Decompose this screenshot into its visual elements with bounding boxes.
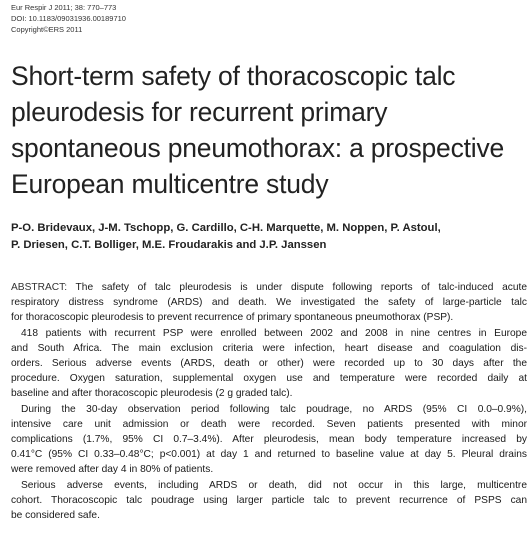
journal-doi: DOI: 10.1183/09031936.00189710 — [11, 14, 126, 23]
journal-citation: Eur Respir J 2011; 38: 770–773 — [11, 3, 117, 12]
abstract-paragraph-2 — [11, 326, 527, 402]
title-line: Short-term safety of thoracoscopic talc — [11, 61, 456, 91]
title-line: spontaneous pneumothorax: a prospective — [11, 133, 505, 163]
author-line: P. Driesen, C.T. Bolliger, M.E. Froudarakis and J.P. Janssen — [11, 239, 327, 251]
abstract-paragraph-4 — [11, 478, 527, 524]
abstract-text: The safety of talc pleurodesis is under dispute following reports of talc-induced acute — [67, 282, 527, 293]
abstract-line: procedure. Oxygen saturation, supplemental oxygen use and temperature were recorded daily at — [11, 373, 527, 385]
author-line: P-O. Bridevaux, J-M. Tschopp, G. Cardillo, C-H. Marquette, M. Noppen, P. Astoul, — [11, 222, 441, 234]
abstract-label: ABSTRACT: — [11, 282, 68, 293]
abstract-line: complications (1.7%, 95% CI 0.7–3.4%). After pleurodesis, mean body temperature increased by — [11, 434, 527, 446]
author-list — [11, 220, 521, 254]
abstract-paragraph-1 — [11, 280, 527, 326]
abstract-line: orders. Serious adverse events (ARDS, death or other) were recorded up to 30 days after the — [11, 358, 527, 370]
journal-copyright: Copyright©ERS 2011 — [11, 25, 83, 34]
title-line: European multicentre study — [11, 169, 329, 199]
abstract-line: for thoracoscopic pleurodesis to prevent recurrence of primary spontaneous pneumothorax (PSP). — [11, 312, 454, 324]
article-title — [11, 58, 531, 202]
abstract-line: 418 patients with recurrent PSP were enrolled between 2002 and 2008 in nine centres in Europe — [21, 327, 527, 339]
abstract-paragraph-3 — [11, 402, 527, 478]
title-line: pleurodesis for recurrent primary — [11, 97, 388, 127]
abstract-line — [11, 280, 527, 295]
abstract-line: 0.41°C (95% CI 0.33–0.48°C; p<0.001) at day 1 and returned to baseline value at day 5. Pleural drains — [11, 449, 527, 461]
abstract-line: baseline and after thoracoscopic pleurodesis (2 g graded talc). — [11, 388, 293, 400]
abstract-line: cohort. Thoracoscopic talc poudrage using larger particle talc to prevent recurrence of PSPS can — [11, 494, 527, 506]
abstract-line: were removed after day 4 in 80% of patients. — [11, 464, 214, 476]
abstract-line: intensive care unit admission or death were recorded. Seven patients presented with minor — [11, 418, 527, 430]
abstract-line: and South Africa. The main exclusion criteria were infection, heart disease and coagulation dis- — [11, 342, 527, 354]
abstract-line: respiratory distress syndrome (ARDS) and death. We investigated the safety of large-particle talc — [11, 297, 527, 309]
abstract-line: be considered safe. — [11, 510, 100, 522]
abstract-line: During the 30-day observation period following talc poudrage, no ARDS (95% CI 0.0–0.9%), — [21, 403, 527, 415]
abstract-line: Serious adverse events, including ARDS or death, did not occur in this large, multicentre — [21, 479, 527, 491]
journal-meta — [11, 2, 126, 35]
abstract — [11, 280, 527, 523]
